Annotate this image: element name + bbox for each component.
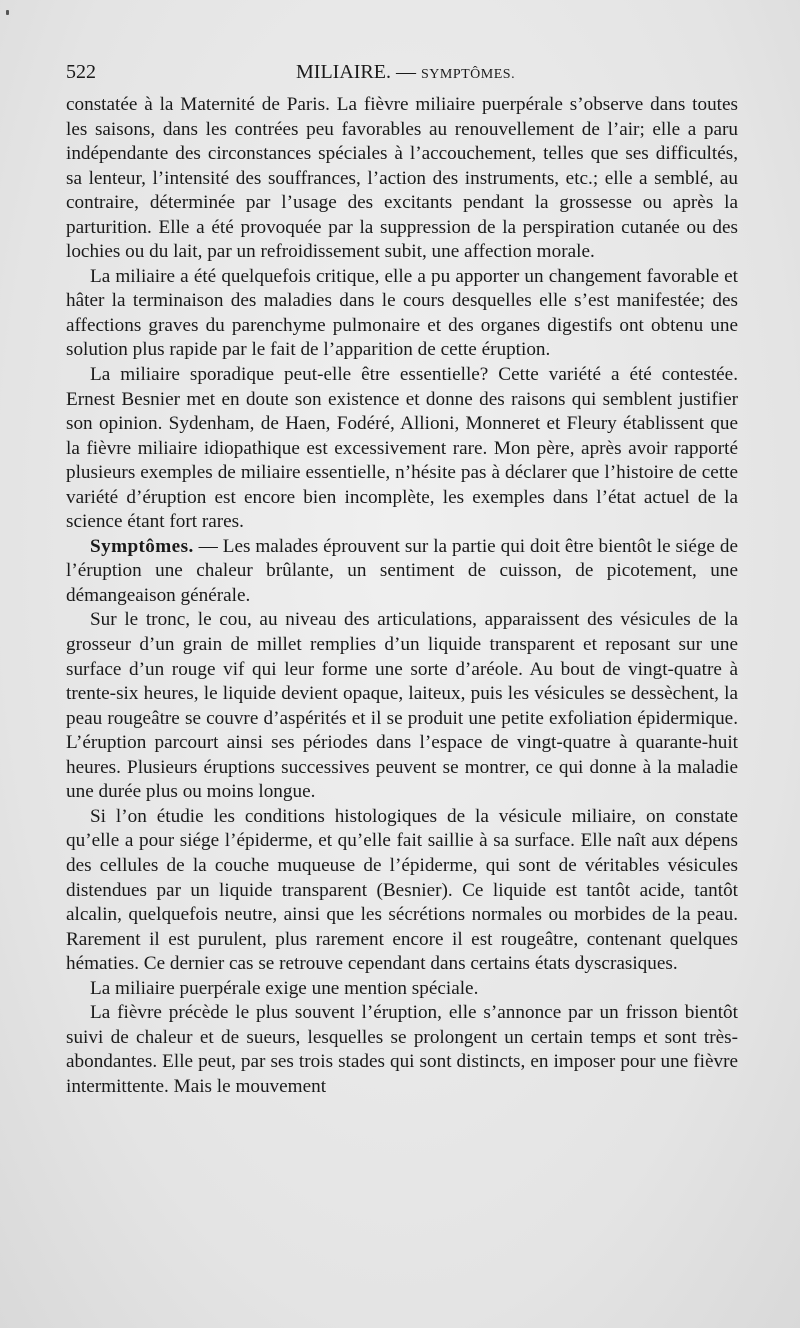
page-number: 522 (66, 61, 96, 83)
paragraph: La miliaire a été quelquefois critique, elle a pu apporter un changement favorable et hâter la terminaison des maladies dans le cours desquelles elle s’est manifestée; des affections graves du parenchyme pulmonaire et des organes digestifs ont obtenu une solution plus rapide par le fait de l’apparition de cette éruption. (66, 265, 738, 361)
running-title (296, 58, 515, 89)
ink-speck (6, 10, 9, 15)
paragraph-continued: constatée à la Maternité de Paris. La fièvre miliaire puerpérale s’observe dans toutes les saisons, dans les contrées peu favorables au renouvellement de l’air; elle a paru indépendante des circonstances spéciales à l’accouchement, telles que ses difficultés, sa lenteur, l’intensité des souffrances, l’action des instruments, etc.; elle a semblé, au contraire, déterminée par l’usage des excitants pendant la grossesse ou après la parturition. Elle a été provoquée par la suppression de la perspiration cutanée ou des lochies ou du lait, par un refroidissement subit, une affection morale. (66, 94, 738, 263)
section-heading: Symptômes. (90, 535, 194, 557)
paragraph: La fièvre précède le plus souvent l’éruption, elle s’annonce par un frisson bientôt suivi de chaleur et de sueurs, lesquelles se prolongent un certain temps et sont très-abondantes. Elle peut, par ses trois stades qui sont distincts, en imposer pour une fièvre intermittente. Mais le mouvement (66, 1002, 738, 1097)
section-paragraph (66, 535, 738, 609)
paragraph: La miliaire sporadique peut-elle être essentielle? Cette variété a été contestée. Ernest Besnier met en doute son existence et donne des raisons qui semblent justifier son opinion. Sydenham, de Haen, Fodéré, Allioni, Monneret et Fleury établissent que la fièvre miliaire idiopathique est excessivement rare. Mon père, après avoir rapporté plusieurs exemples de miliaire essentielle, n’hésite pas à déclarer que l’histoire de cette variété d’éruption est encore bien incomplète, les exemples dans l’état actuel de la science étant fort rares. (66, 364, 738, 533)
paragraph: Si l’on étudie les conditions histologiques de la vésicule miliaire, on constate qu’elle a pour siége l’épiderme, et qu’elle fait saillie à sa surface. Elle naît aux dépens des cellules de la couche muqueuse de l’épiderme, qui sont de véritables vésicules distendues par un liquide transparent (Besnier). Ce liquide est tantôt acide, tantôt alcalin, quelquefois neutre, ainsi que les sécrétions normales ou morbides de la peau. Rarement il est purulent, plus rarement encore il est rougeâtre, contenant quelques hématies. Ce dernier cas se retrouve cependant dans certains états dyscrasiques. (66, 805, 738, 975)
running-title-section: SYMPTÔMES. (420, 67, 516, 82)
section-intro: — Les malades éprouvent sur la partie qui doit être bientôt le siége de l’éruption une chaleur brûlante, un sentiment de cuisson, de picotement, une démangeaison générale. (66, 535, 738, 606)
running-title-main: MILIAIRE. — (296, 61, 416, 83)
body-text (66, 93, 738, 1099)
paragraph: La miliaire puerpérale exige une mention spéciale. (90, 977, 479, 999)
running-head (66, 58, 738, 86)
paragraph: Sur le tronc, le cou, au niveau des articulations, apparaissent des vésicules de la grosseur d’un grain de millet remplies d’un liquide transparent et reposant sur une surface d’un rouge vif qui leur forme une sorte d’aréole. Au bout de vingt-quatre à trente-six heures, le liquide devient opaque, laiteux, puis les vésicules se dessèchent, la peau rougeâtre se couvre d’aspérités et il se produit une petite exfoliation épidermique. L’éruption parcourt ainsi ses périodes dans l’espace de vingt-quatre à quarante-huit heures. Plusieurs éruptions successives peuvent se montrer, ce qui donne à la maladie une durée plus ou moins longue. (66, 609, 738, 803)
